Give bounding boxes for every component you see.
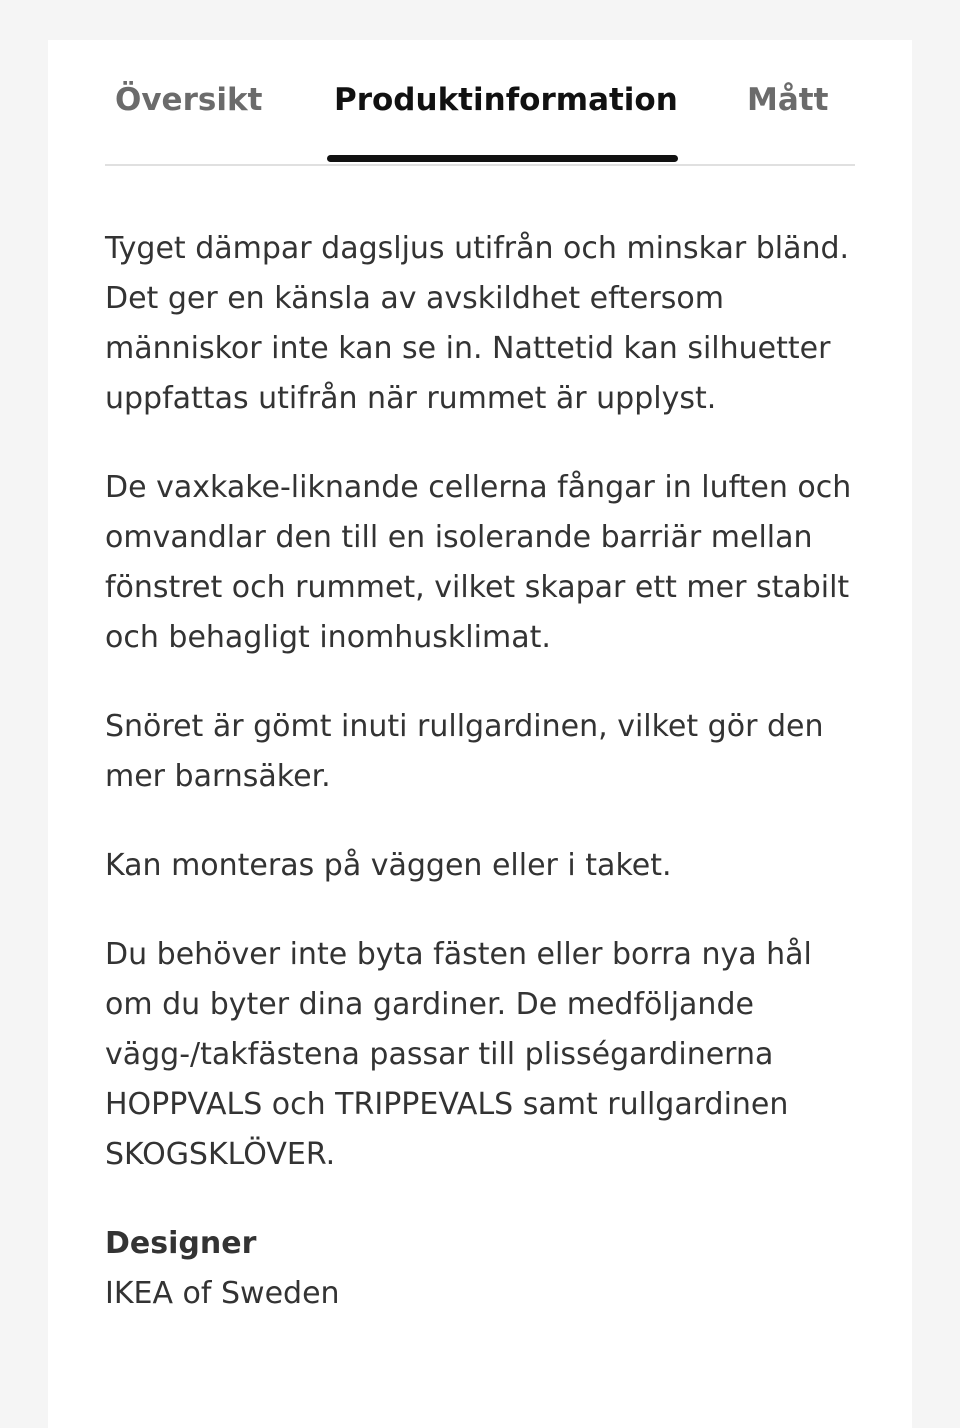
tab-bar [105, 40, 855, 166]
description-paragraph: Du behöver inte byta fästen eller borra nya hål om du byter dina gardiner. De medföljande vägg-/takfästena passar till plisségardinerna HOPPVALS och TRIPPEVALS samt rullgardinen SKOGSKLÖVER. [105, 937, 812, 1172]
description-paragraph: Snöret är gömt inuti rullgardinen, vilket gör den mer barnsäker. [105, 709, 824, 794]
description-paragraph: Tyget dämpar dagsljus utifrån och minskar bländ. Det ger en känsla av avskildhet eftersom människor inte kan se in. Nattetid kan silhuetter uppfattas utifrån när rummet är upplyst. [105, 231, 850, 416]
designer-section [105, 1219, 865, 1319]
designer-name: IKEA of Sweden [105, 1276, 340, 1311]
product-info-card [48, 40, 912, 1428]
tab-matt[interactable]: Mått [747, 82, 829, 118]
product-description [105, 224, 865, 1319]
description-paragraph: De vaxkake-liknande cellerna fångar in luften och omvandlar den till en isolerande barriär mellan fönstret och rummet, vilket skapar ett mer stabilt och behagligt inomhusklimat. [105, 470, 852, 655]
designer-label: Designer [105, 1226, 257, 1261]
tab-produktinformation[interactable]: Produktinformation [334, 82, 678, 118]
active-tab-indicator [327, 155, 678, 162]
tab-oversikt[interactable]: Översikt [115, 82, 263, 118]
description-paragraph: Kan monteras på väggen eller i taket. [105, 848, 672, 883]
